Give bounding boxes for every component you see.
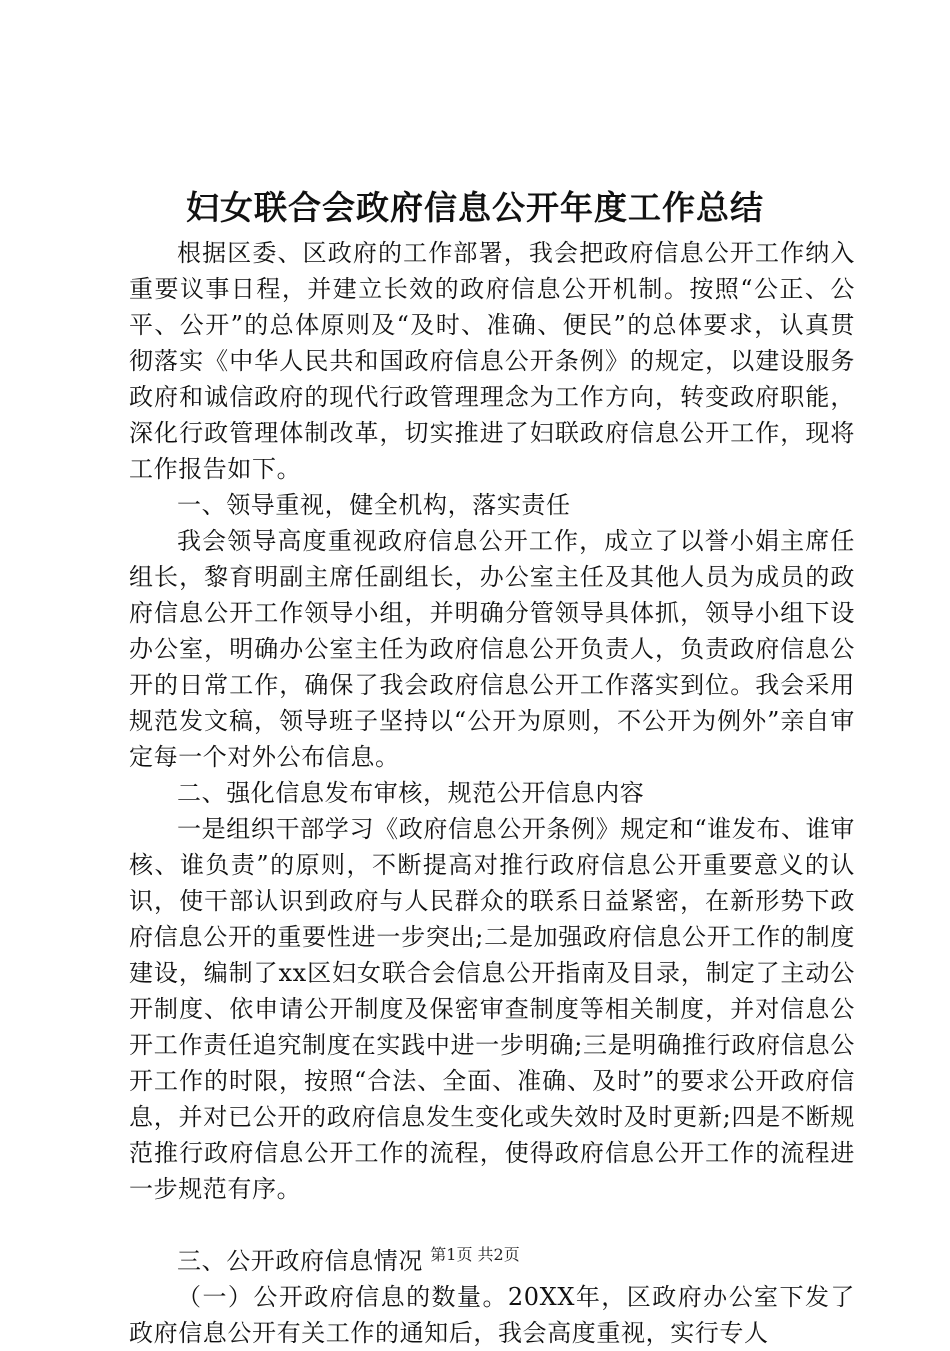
section-3-paragraph: （一）公开政府信息的数量。20XX年，区政府办公室下发了政府信息公开有关工作的通知后，我会高度重视，实行专人 [129, 1283, 855, 1347]
section-1-paragraph: 我会领导高度重视政府信息公开工作，成立了以誉小娟主席任组长，黎育明副主席任副组长，办公室主任及其他人员为成员的政府信息公开工作领导小组，并明确分管领导具体抓，领导小组下设办公室，明确办公室主任为政府信息公开负责人，负责政府信息公开的日常工作，确保了我会政府信息公开工作落实到位。我会采用规范发文稿，领导班子坚持以“公开为原则，不公开为例外”亲自审定每一个对外公布信息。 [129, 527, 855, 771]
section-2-paragraph: 一是组织干部学习《政府信息公开条例》规定和“谁发布、谁审核、谁负责”的原则，不断提高对推行政府信息公开重要意义的认识，使干部认识到政府与人民群众的联系日益紧密，在新形势下政府信息公开的重要性进一步突出;二是加强政府信息公开工作的制度建设，编制了xx区妇女联合会信息公开指南及目录，制定了主动公开制度、依申请公开制度及保密审查制度等相关制度，并对信息公开工作责任追究制度在实践中进一步明确;三是明确推行政府信息公开工作的时限，按照“合法、全面、准确、及时”的要求公开政府信息，并对已公开的政府信息发生变化或失效时及时更新;四是不断规范推行政府信息公开工作的流程，使得政府信息公开工作的流程进一步规范有序。 [129, 815, 855, 1203]
section-heading-2: 二、强化信息发布审核，规范公开信息内容 [177, 779, 645, 807]
section-heading-3: 三、公开政府信息情况 [177, 1247, 423, 1275]
intro-paragraph: 根据区委、区政府的工作部署，我会把政府信息公开工作纳入重要议事日程，并建立长效的政府信息公开机制。按照“公正、公平、公开”的总体原则及“及时、准确、便民”的总体要求，认真贯彻落实《中华人民共和国政府信息公开条例》的规定，以建设服务政府和诚信政府的现代行政管理理念为工作方向，转变政府职能，深化行政管理体制改革，切实推进了妇联政府信息公开工作，现将工作报告如下。 [129, 239, 855, 483]
document-title: 妇女联合会政府信息公开年度工作总结 [186, 188, 764, 227]
document-body [129, 235, 855, 1351]
page-footer: 第1页 共2页 [430, 1245, 520, 1264]
section-heading-1: 一、领导重视，健全机构，落实责任 [177, 491, 571, 519]
paragraph-spacer [129, 1207, 855, 1243]
